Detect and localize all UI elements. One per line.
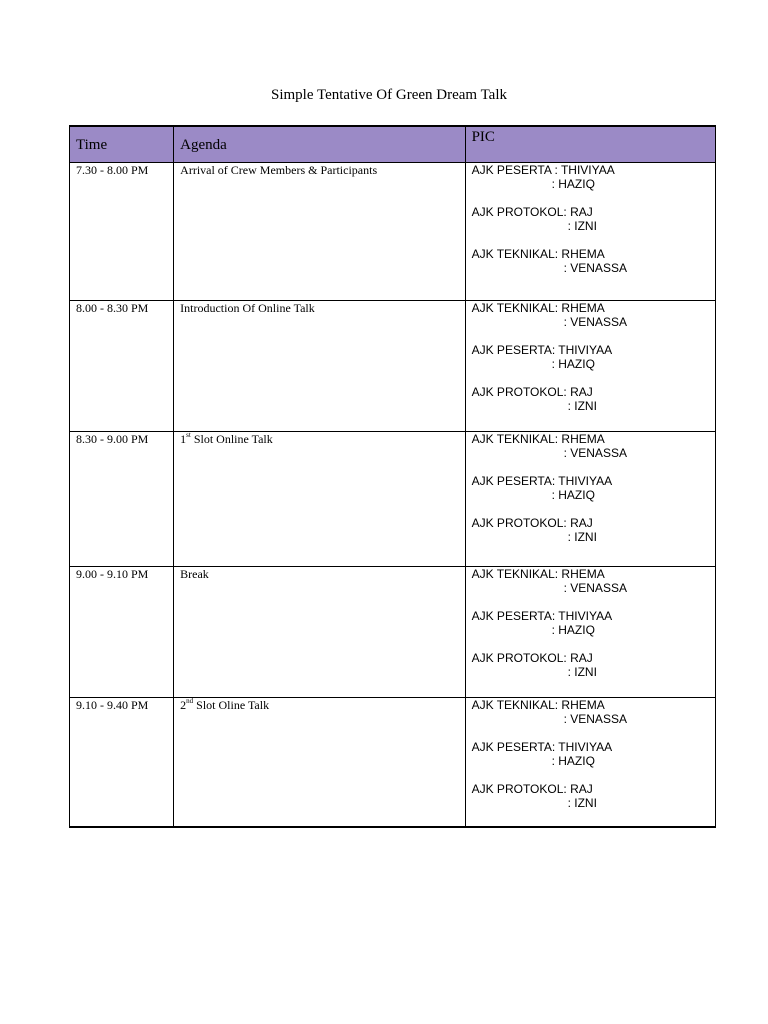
pic-second-line: : HAZIQ [551,754,595,768]
pic-group [472,609,709,637]
table-row [70,432,716,567]
agenda-cell [174,567,465,698]
pic-role-line: AJK PROTOKOL: RAJ [471,782,593,796]
agenda-text: 2 [180,698,187,712]
agenda-text: Arrival of Crew Members & Participants [180,163,378,177]
pic-role-line: AJK TEKNIKAL: RHEMA [471,698,605,712]
pic-group [472,385,709,413]
pic-second-line: : IZNI [567,219,597,233]
pic-role-line: AJK TEKNIKAL: RHEMA [471,301,605,315]
agenda-ordinal-suffix: st [186,431,191,439]
table-row [70,163,716,301]
agenda-cell [174,432,465,567]
header-agenda: Agenda [174,126,465,163]
pic-second-line: : IZNI [567,796,597,810]
pic-group [472,651,709,679]
agenda-cell [174,698,465,827]
pic-second-line: : VENASSA [563,581,627,595]
pic-group [472,516,709,544]
pic-group [472,567,709,595]
time-cell: 8.00 - 8.30 PM [70,301,174,432]
pic-role-line: AJK TEKNIKAL: RHEMA [471,432,605,446]
pic-second-line: : VENASSA [563,261,627,275]
pic-role-line: AJK TEKNIKAL: RHEMA [471,567,605,581]
pic-group [472,740,709,768]
pic-cell [465,163,715,301]
agenda-cell [174,301,465,432]
agenda-text: Introduction Of Online Talk [180,301,315,315]
agenda-text: Break [180,567,209,581]
time-cell: 9.10 - 9.40 PM [70,698,174,827]
pic-role-line: AJK PROTOKOL: RAJ [471,385,593,399]
pic-second-line: : IZNI [567,530,597,544]
pic-second-line: : VENASSA [563,315,627,329]
pic-second-line: : IZNI [567,399,597,413]
pic-role-line: AJK PESERTA: THIVIYAA [471,609,613,623]
pic-group [472,247,709,275]
pic-role-line: AJK PROTOKOL: RAJ [471,205,593,219]
header-pic: PIC [465,126,715,163]
pic-second-line: : HAZIQ [551,177,595,191]
header-row [70,126,716,163]
pic-role-line: AJK PESERTA: THIVIYAA [471,740,613,754]
pic-group [472,301,709,329]
time-cell: 8.30 - 9.00 PM [70,432,174,567]
pic-role-line: AJK PESERTA : THIVIYAA [471,163,615,177]
pic-role-line: AJK TEKNIKAL: RHEMA [471,247,605,261]
agenda-text-rest: Slot Oline Talk [193,698,270,712]
pic-cell [465,301,715,432]
pic-group [472,782,709,810]
time-cell: 7.30 - 8.00 PM [70,163,174,301]
pic-role-line: AJK PESERTA: THIVIYAA [471,343,613,357]
agenda-text: 1 [180,432,187,446]
pic-cell [465,698,715,827]
pic-second-line: : HAZIQ [551,357,595,371]
pic-second-line: : VENASSA [563,712,627,726]
pic-group [472,432,709,460]
pic-group [472,698,709,726]
document-title: Simple Tentative Of Green Dream Talk [270,87,508,103]
schedule-table [69,125,716,828]
pic-second-line: : VENASSA [563,446,627,460]
pic-cell [465,567,715,698]
pic-second-line: : HAZIQ [551,488,595,502]
pic-group [472,343,709,371]
pic-role-line: AJK PESERTA: THIVIYAA [471,474,613,488]
agenda-text-rest: Slot Online Talk [190,432,273,446]
pic-group [472,163,709,191]
table-row [70,698,716,827]
pic-second-line: : HAZIQ [551,623,595,637]
pic-role-line: AJK PROTOKOL: RAJ [471,516,593,530]
table-row [70,567,716,698]
pic-cell [465,432,715,567]
agenda-cell [174,163,465,301]
pic-role-line: AJK PROTOKOL: RAJ [471,651,593,665]
pic-group [472,474,709,502]
header-time: Time [70,126,174,163]
agenda-ordinal-suffix: nd [186,697,194,705]
pic-group [472,205,709,233]
pic-second-line: : IZNI [567,665,597,679]
time-cell: 9.00 - 9.10 PM [70,567,174,698]
table-row [70,301,716,432]
